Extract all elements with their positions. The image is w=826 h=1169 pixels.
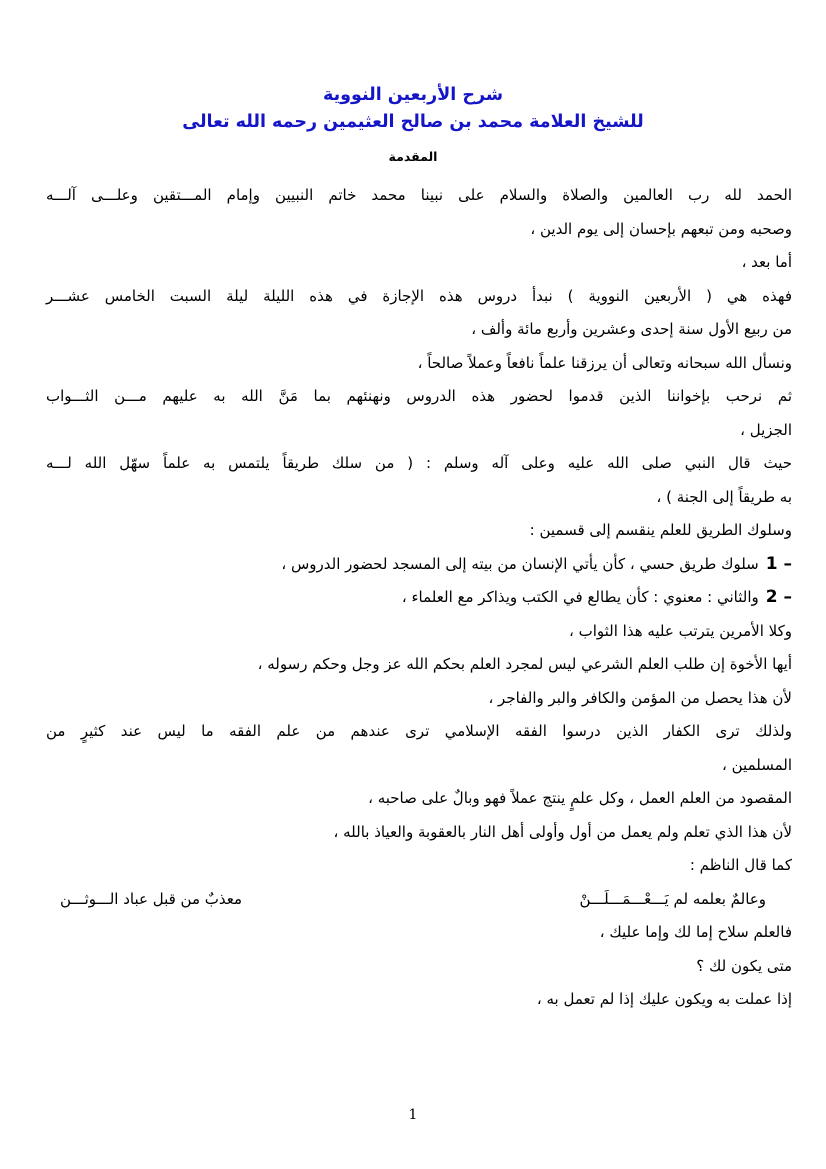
text-line: حيث قال النبي صلى الله عليه وعلى آله وسلم : ( من سلك طريقاً يلتمس به علماً سهّل الله لـــه — [46, 454, 792, 472]
title-line-1: شرح الأربعين النووية — [322, 85, 504, 105]
text-line: الجزيل ، — [740, 420, 792, 439]
text-line: من ربيع الأول سنة إحدى وعشرين وأربع مائة وألف ، — [471, 320, 792, 338]
text-line: متى يكون لك ؟ — [696, 956, 792, 975]
text-line: الحمد لله رب العالمين والصلاة والسلام على نبينا محمد خاتم النبيين وإمام المـــتقين وعلـــى آلـــه — [46, 186, 792, 204]
title-line-2: للشيخ العلامة محمد بن صالح العثيمين رحمه الله تعالى — [182, 112, 644, 132]
text-line: لأن هذا يحصل من المؤمن والكافر والبر والفاجر ، — [488, 688, 792, 707]
text-line: إذا عملت به ويكون عليك إذا لم تعمل به ، — [536, 990, 792, 1008]
document-header — [0, 0, 826, 164]
poem-hemistich-right: وعالمٌ بعلمه لم يَـــعْـــمَـــلَـــنْ — [579, 889, 766, 908]
text-line: فالعلم سلاح إما لك وإما عليك ، — [599, 923, 792, 941]
text-line: وصحبه ومن تبعهم بإحسان إلى يوم الدين ، — [530, 219, 792, 238]
text-line: ولذلك ترى الكفار الذين درسوا الفقه الإسلامي ترى عندهم من علم الفقه ما ليس عند كثيرٍ من — [46, 722, 792, 740]
line-text: والثاني : معنوي : كأن يطالع في الكتب ويذاكر مع العلماء ، — [401, 588, 759, 606]
text-line: المقصود من العلم العمل ، وكل علمٍ ينتج عملاً فهو وبالٌ على صاحبه ، — [368, 789, 792, 807]
line-text: سلوك طريق حسي ، كأن يأتي الإنسان من بيته إلى المسجد لحضور الدروس ، — [281, 554, 759, 573]
text-line: ونسأل الله سبحانه وتعالى أن يرزقنا علماً نافعاً وعملاً صالحاً ، — [417, 353, 792, 372]
text-line: المسلمين ، — [722, 755, 792, 774]
list-number: 1 – — [765, 553, 792, 574]
text-line: أما بعد ، — [741, 253, 792, 271]
text-line: وسلوك الطريق للعلم ينقسم إلى قسمين : — [529, 521, 792, 539]
list-number: 2 – — [765, 587, 792, 607]
text-line: فهذه هي ( الأربعين النووية ) نبدأ دروس هذه الإجازة في هذه الليلة ليلة السبت الخامس عشـــر — [46, 286, 792, 305]
text-line: وكلا الأمرين يترتب عليه هذا الثواب ، — [568, 621, 792, 640]
body-text — [46, 179, 792, 1017]
page-number: 1 — [408, 1107, 418, 1123]
numbered-line — [46, 548, 792, 582]
text-line: ثم نرحب بإخواننا الذين قدموا لحضور هذه الدروس ونهنئهم بما مَنَّ الله به عليهم مـــن الثـــواب — [46, 387, 792, 405]
text-line: كما قال الناظم : — [689, 856, 792, 874]
text-line: أيها الأخوة إن طلب العلم الشرعي ليس لمجرد العلم بحكم الله عز وجل وحكم رسوله ، — [257, 655, 792, 673]
text-line: لأن هذا الذي تعلم ولم يعمل من أول وأولى أهل النار بالعقوبة والعياذ بالله ، — [333, 822, 792, 841]
numbered-line — [46, 581, 792, 615]
poem-line — [46, 883, 792, 917]
poem-hemistich-left: معذبٌ من قبل عباد الـــوثـــن — [60, 889, 243, 908]
text-line: به طريقاً إلى الجنة ) ، — [656, 487, 792, 506]
section-heading: المقدمة — [388, 149, 438, 164]
